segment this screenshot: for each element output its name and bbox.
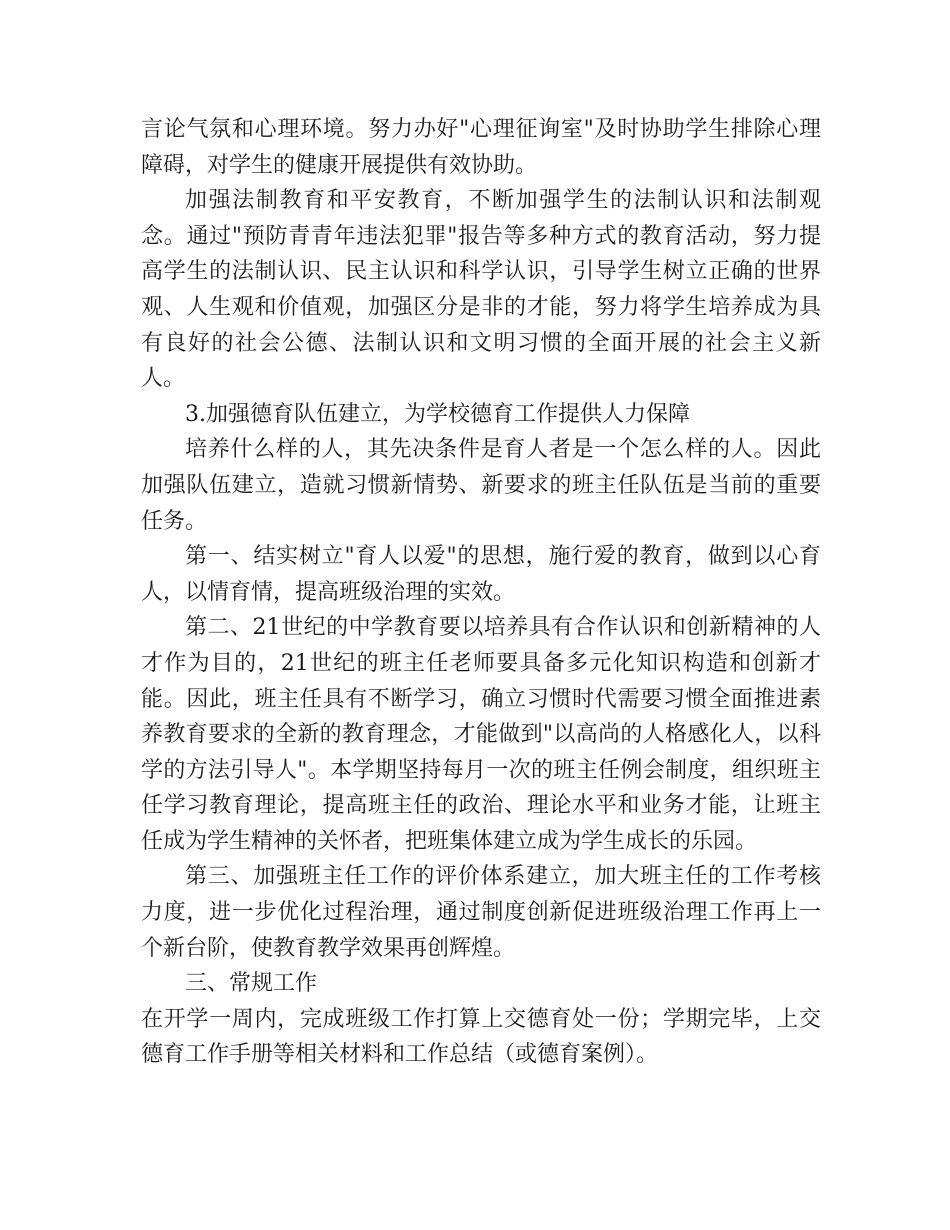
document-body xyxy=(141,112,821,1073)
paragraph: 在开学一周内，完成班级工作打算上交德育处一份；学期完毕，上交德育工作手册等相关材料和工作总结（或德育案例）。 xyxy=(141,1006,821,1068)
paragraph: 言论气氛和心理环境。努力办好"心理征询室"及时协助学生排除心理障碍，对学生的健康开展提供有效协助。 xyxy=(141,117,821,178)
paragraph: 第二、21世纪的中学教育要以培养具有合作认识和创新精神的人才作为目的，21世纪的班主任老师要具备多元化知识构造和创新才能。因此，班主任具有不断学习，确立习惯时代需要习惯全面推进素养教育要求的全新的教育理念，才能做到"以高尚的人格感化人，以科学的方法引导人"。本学期坚持每月一次的班主任例会制度，组织班主任学习教育理论，提高班主任的政治、理论水平和业务才能，让班主任成为学生精神的关怀者，把班集体建立成为学生成长的乐园。 xyxy=(141,615,821,854)
paragraph: 第三、加强班主任工作的评价体系建立，加大班主任的工作考核力度，进一步优化过程治理，通过制度创新促进班级治理工作再上一个新台阶，使教育教学效果再创辉煌。 xyxy=(141,864,821,961)
paragraph: 第一、结实树立"育人以爱"的思想，施行爱的教育，做到以心育人，以情育情，提高班级治理的实效。 xyxy=(141,544,821,605)
paragraph: 培养什么样的人，其先决条件是育人者是一个怎么样的人。因此加强队伍建立，造就习惯新情势、新要求的班主任队伍是当前的重要任务。 xyxy=(141,437,821,534)
section-heading: 三、常规工作 xyxy=(185,971,318,997)
section-heading: 3.加强德育队伍建立，为学校德育工作提供人力保障 xyxy=(185,401,690,427)
paragraph: 加强法制教育和平安教育，不断加强学生的法制认识和法制观念。通过"预防青青年违法犯罪"报告等多种方式的教育活动，努力提高学生的法制认识、民主认识和科学认识，引导学生树立正确的世界观、人生观和价值观，加强区分是非的才能，努力将学生培养成为具有良好的社会公德、法制认识和文明习惯的全面开展的社会主义新人。 xyxy=(141,188,821,392)
